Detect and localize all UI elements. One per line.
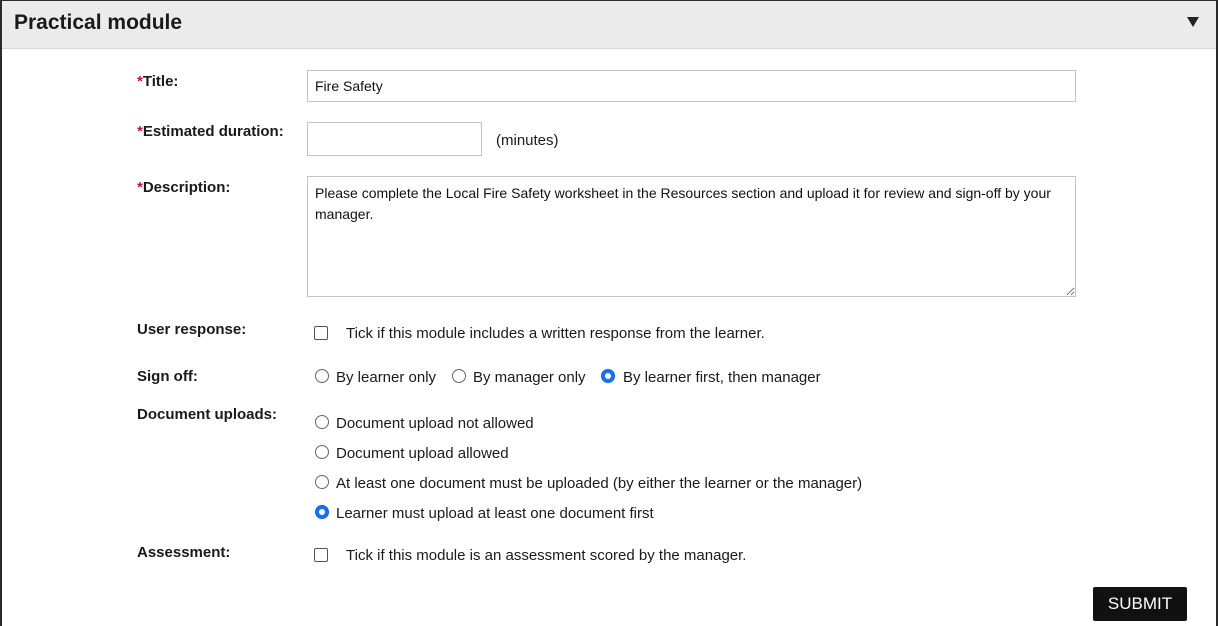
duration-label: *Estimated duration: xyxy=(137,123,284,140)
sign-off-option-learner-then-manager: By learner first, then manager xyxy=(623,369,821,386)
assessment-checkbox-text: Tick if this module is an assessment scored by the manager. xyxy=(346,547,747,564)
submit-button[interactable]: SUBMIT xyxy=(1093,587,1187,621)
upload-option-learner-first: Learner must upload at least one document first xyxy=(336,505,654,522)
description-label: *Description: xyxy=(137,179,231,196)
duration-unit-label: (minutes) xyxy=(496,132,559,149)
user-response-checkbox-text: Tick if this module includes a written response from the learner. xyxy=(346,325,765,342)
required-marker: * xyxy=(137,179,143,196)
upload-option-not-allowed: Document upload not allowed xyxy=(336,415,534,432)
triangle-down-icon[interactable] xyxy=(1186,15,1200,29)
upload-radio-not-allowed[interactable] xyxy=(315,415,329,429)
sign-off-radio-learner-only[interactable] xyxy=(315,369,329,383)
user-response-label: User response: xyxy=(137,321,247,338)
document-uploads-label: Document uploads: xyxy=(137,406,278,423)
panel-header[interactable] xyxy=(2,1,1216,49)
user-response-checkbox[interactable] xyxy=(314,326,328,340)
upload-option-at-least-one: At least one document must be uploaded (by either the learner or the manager) xyxy=(336,475,863,492)
sign-off-radio-manager-only[interactable] xyxy=(452,369,466,383)
sign-off-option-learner-only: By learner only xyxy=(336,369,437,386)
upload-radio-learner-first[interactable] xyxy=(315,505,329,519)
assessment-label: Assessment: xyxy=(137,544,231,561)
sign-off-option-manager-only: By manager only xyxy=(473,369,586,386)
upload-radio-at-least-one[interactable] xyxy=(315,475,329,489)
title-input[interactable] xyxy=(307,70,1076,102)
description-textarea[interactable] xyxy=(307,176,1076,297)
upload-option-allowed: Document upload allowed xyxy=(336,445,509,462)
title-label: *Title: xyxy=(137,73,179,90)
duration-input[interactable] xyxy=(307,122,482,156)
upload-radio-allowed[interactable] xyxy=(315,445,329,459)
required-marker: * xyxy=(137,73,143,90)
panel-title: Practical module xyxy=(14,11,183,34)
assessment-checkbox[interactable] xyxy=(314,548,328,562)
sign-off-radio-learner-then-manager[interactable] xyxy=(601,369,615,383)
sign-off-label: Sign off: xyxy=(137,368,198,385)
required-marker: * xyxy=(137,123,143,140)
